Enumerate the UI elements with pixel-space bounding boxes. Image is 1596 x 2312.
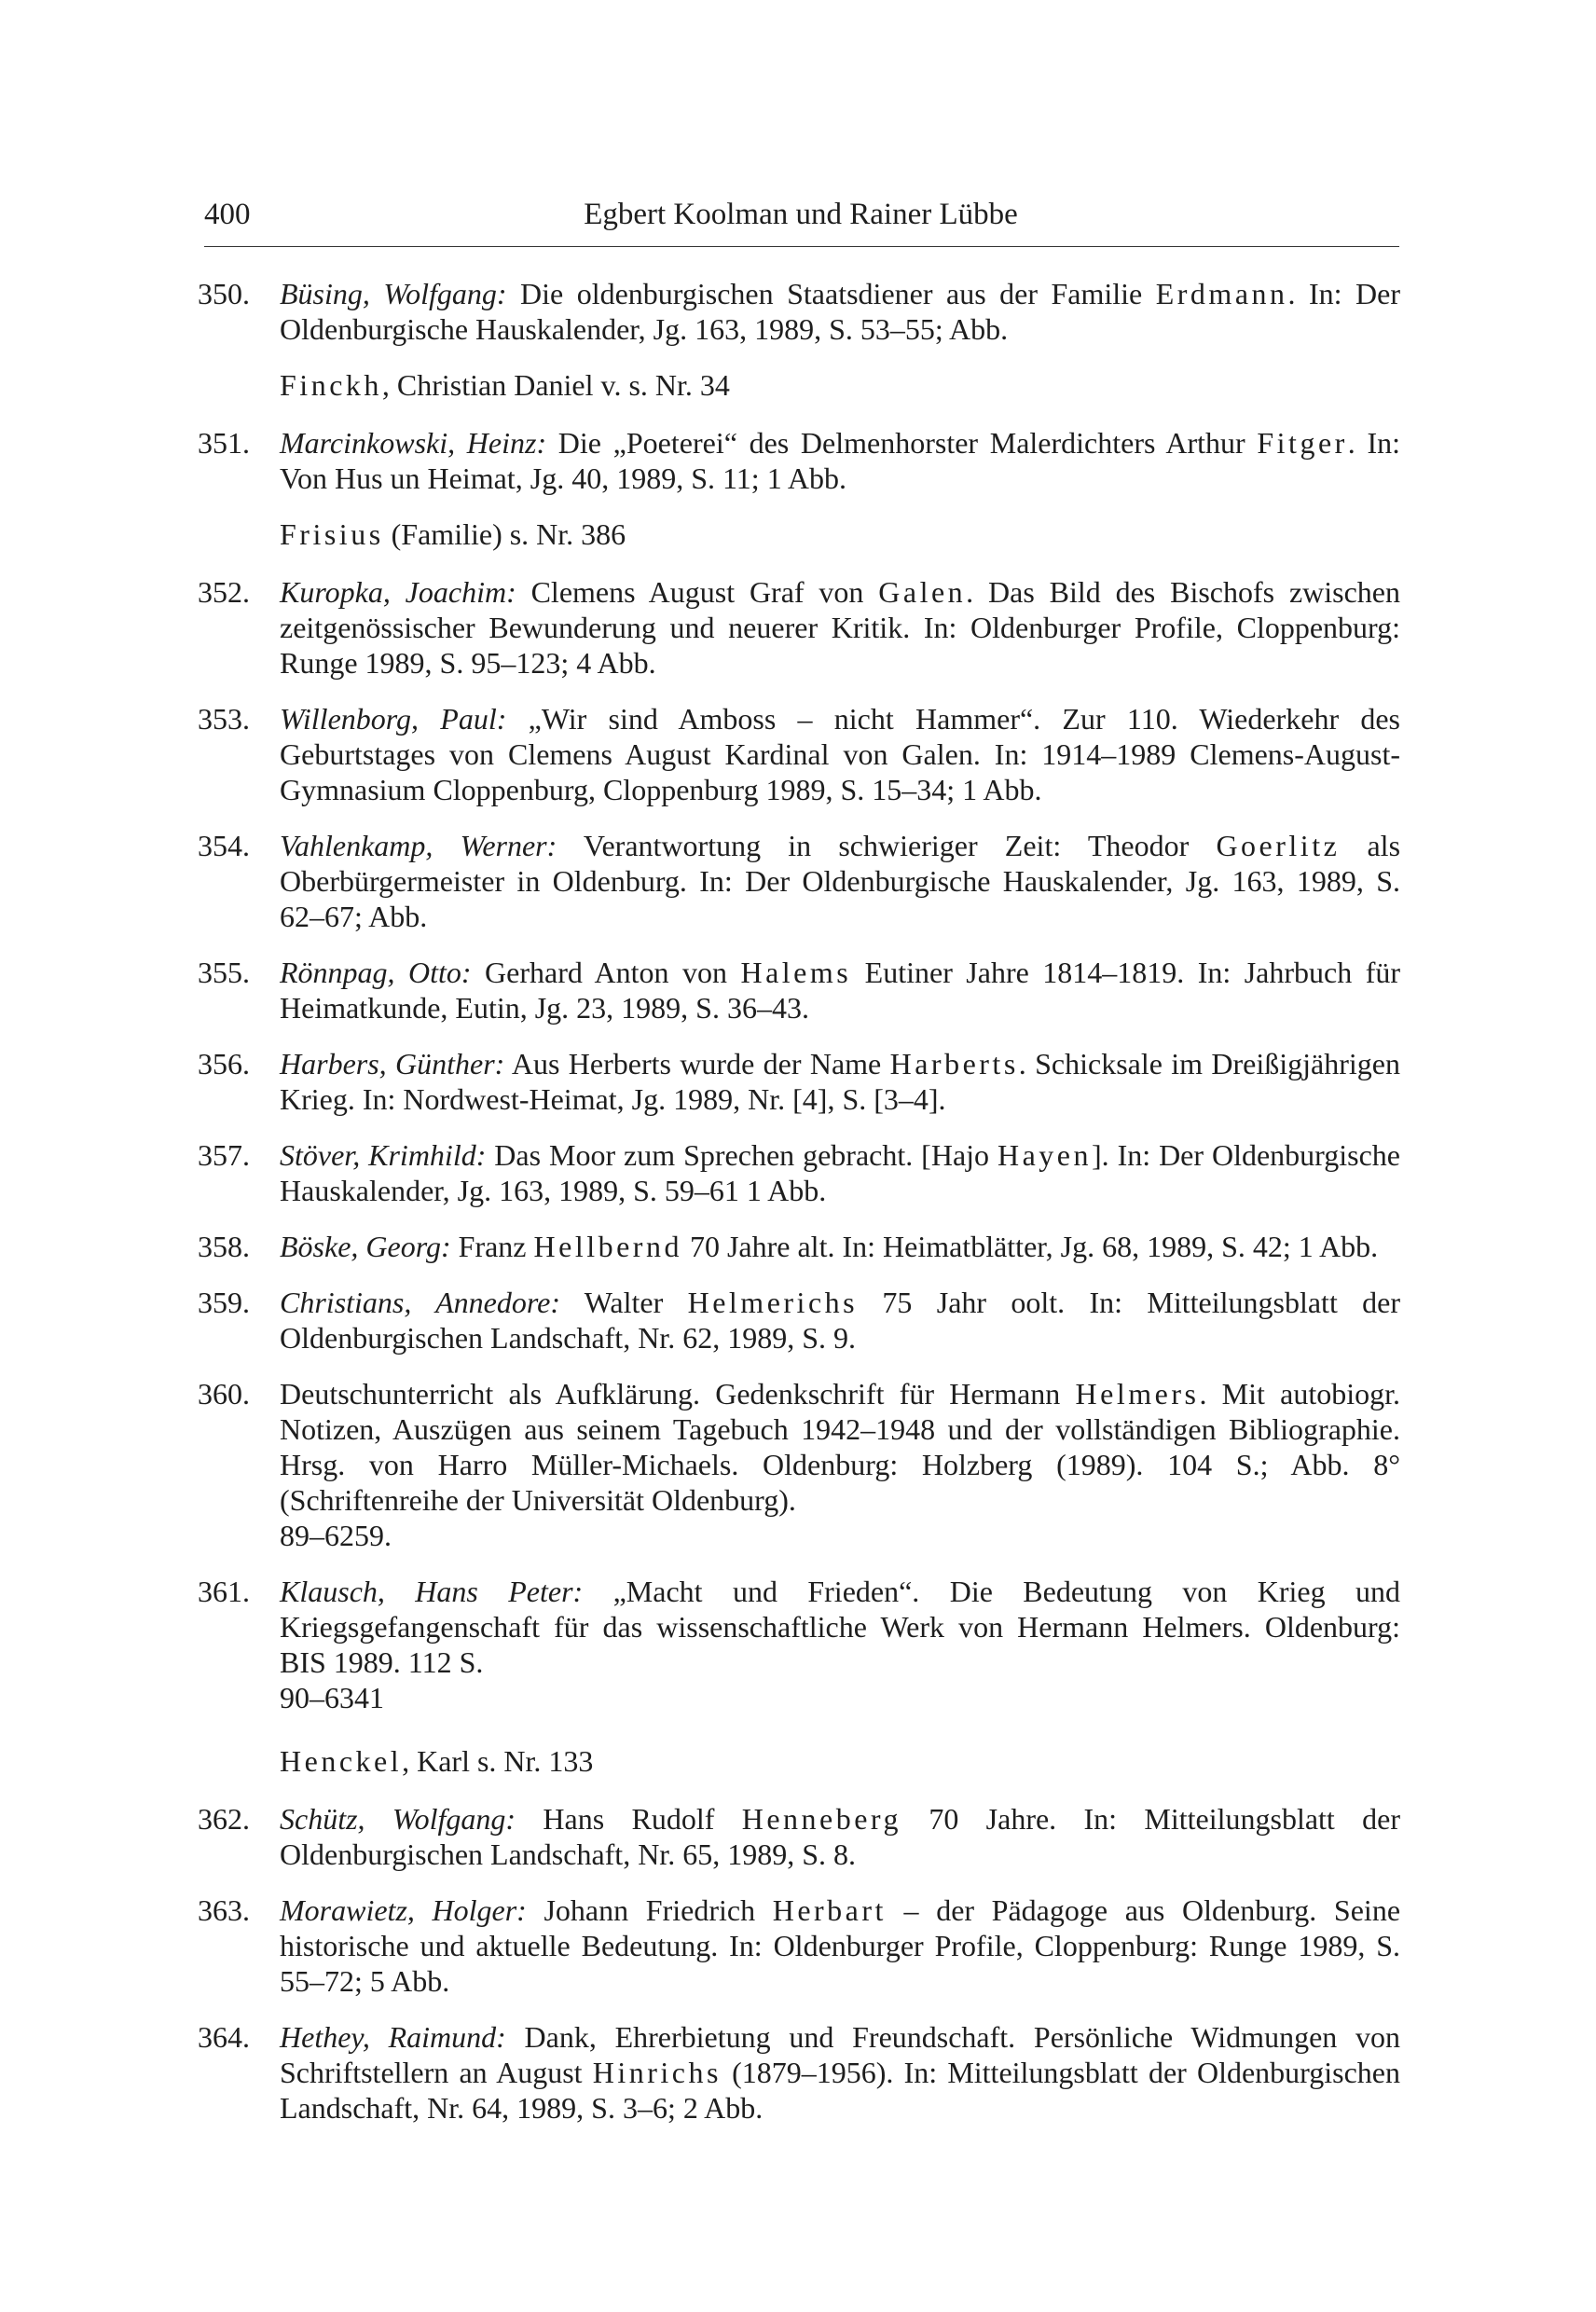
- entry-subject: Fitger: [1257, 426, 1348, 460]
- entry-text: Aus Herberts wurde der Name: [504, 1047, 890, 1080]
- entry-text: Walter: [560, 1286, 688, 1319]
- bibliography-entry: [198, 1574, 1400, 1715]
- entry-author: Stöver, Krimhild:: [280, 1138, 487, 1172]
- entry-number: 360.: [198, 1377, 250, 1411]
- entry-text: „Wir sind Amboss – nicht Hammer“. Zur 110. Wiederkehr des Geburtstages von Clemens August Kardinal von Galen. In: 1914–1989 Clemens-August-Gymnasium Cloppenburg, Cloppenburg 1989, S. 15–34; 1 Abb.: [280, 702, 1400, 806]
- entry-text: Dank, Ehrerbietung und Freundschaft. Persönliche Widmungen von Schriftstellern an August: [280, 2020, 1401, 2089]
- entry-text: Johann Friedrich: [526, 1893, 773, 1927]
- entry-number: 356.: [198, 1047, 250, 1080]
- crossref-subject: Henckel: [280, 1744, 403, 1778]
- crossref-subject: Finckh: [280, 368, 382, 402]
- bibliography-entry: [198, 276, 1400, 347]
- bibliography-entry: [198, 1285, 1400, 1356]
- entry-number: 355.: [198, 956, 250, 989]
- entry-author: Christians, Annedore:: [280, 1286, 561, 1319]
- entry-text: ]. In: Der Oldenburgische Hauskalender, Jg. 163, 1989, S. 59–61 1 Abb.: [280, 1138, 1401, 1207]
- entry-number: 358.: [198, 1230, 250, 1263]
- entry-number: 354.: [198, 829, 250, 862]
- entry-text: . Das Bild des Bischofs zwischen zeitgenössischer Bewunderung und neuerer Kritik. In: Oldenburger Profile, Cloppenburg: Runge 1989, S. 95–123; 4 Abb.: [280, 575, 1401, 680]
- entry-text: 75 Jahr oolt. In: Mitteilungsblatt der Oldenburgischen Landschaft, Nr. 62, 1989, S. 9.: [280, 1286, 1401, 1355]
- entry-subject: Herbart: [772, 1893, 887, 1927]
- entry-subject: Erdmann: [1155, 277, 1288, 310]
- crossref-subject: Frisius: [280, 517, 384, 551]
- entry-subject: Hayen: [997, 1138, 1092, 1172]
- entry-author: Kuropka, Joachim:: [280, 575, 516, 609]
- entry-author: Schütz, Wolfgang:: [280, 1802, 516, 1836]
- entry-author: Büsing, Wolfgang:: [280, 277, 507, 310]
- entry-author: Rönnpag, Otto:: [280, 956, 472, 989]
- entry-text: – der Pädagoge aus Oldenburg. Seine historische und aktuelle Bedeutung. In: Oldenburger Profile, Cloppenburg: Runge 1989, S. 55–72; 5 Abb.: [280, 1893, 1401, 1998]
- catalog-number: 89–6259.: [280, 1519, 392, 1552]
- entry-number: 351.: [198, 426, 250, 460]
- entry-author: Vahlenkamp, Werner:: [280, 829, 557, 862]
- entry-subject: Goerlitz: [1216, 829, 1341, 862]
- cross-reference: [198, 367, 1400, 403]
- entry-author: Morawietz, Holger:: [280, 1893, 527, 1927]
- bibliography-entry: [198, 1376, 1400, 1553]
- entry-number: 350.: [198, 277, 250, 310]
- entry-text: 70 Jahre. In: Mitteilungsblatt der Oldenburgischen Landschaft, Nr. 65, 1989, S. 8.: [280, 1802, 1401, 1871]
- entry-subject: Helmers: [1075, 1377, 1200, 1411]
- entry-subject: Hinrichs: [592, 2056, 722, 2089]
- bibliography-entry: [198, 955, 1400, 1025]
- entry-text: als Oberbürgermeister in Oldenburg. In: Der Oldenburgische Hauskalender, Jg. 163, 1989, S. 62–67; Abb.: [280, 829, 1401, 933]
- entry-text: Clemens August Graf von: [516, 575, 879, 609]
- bibliography-entry: [198, 1046, 1400, 1117]
- entry-text: . Mit autobiogr. Notizen, Auszügen aus seinem Tagebuch 1942–1948 und der vollständigen Bibliographie. Hrsg. von Harro Müller-Michaels. Oldenburg: Holzberg (1989). 104 S.; Abb. 8° (Schriftenreihe der Universität Oldenburg).: [280, 1377, 1401, 1517]
- entry-subject: Hellbernd: [533, 1230, 682, 1263]
- bibliography-entry: [198, 2019, 1400, 2126]
- entry-text: Hans Rudolf: [516, 1802, 742, 1836]
- entry-text: . In: Der Oldenburgische Hauskalender, Jg. 163, 1989, S. 53–55; Abb.: [280, 277, 1400, 346]
- entry-subject: Helmerichs: [687, 1286, 859, 1319]
- bibliography-list: [198, 276, 1400, 2146]
- running-title: Egbert Koolman und Rainer Lübbe: [584, 198, 1018, 231]
- entry-number: 361.: [198, 1575, 250, 1608]
- entry-text: . In: Von Hus un Heimat, Jg. 40, 1989, S. 11; 1 Abb.: [280, 426, 1401, 495]
- entry-text: Gerhard Anton von: [471, 956, 741, 989]
- entry-number: 352.: [198, 575, 250, 609]
- entry-text: Franz: [450, 1230, 534, 1263]
- entry-number: 353.: [198, 702, 250, 736]
- entry-text: „Macht und Frieden“. Die Bedeutung von Krieg und Kriegsgefangenschaft für das wissenschaftliche Werk von Hermann Helmers. Oldenburg: BIS 1989. 112 S.: [280, 1575, 1400, 1679]
- entry-author: Harbers, Günther:: [280, 1047, 505, 1080]
- entry-text: Die oldenburgischen Staatsdiener aus der Familie: [506, 277, 1156, 310]
- cross-reference: [198, 516, 1400, 552]
- entry-text: 70 Jahre alt. In: Heimatblätter, Jg. 68, 1989, S. 42; 1 Abb.: [681, 1230, 1379, 1263]
- entry-text: . Schicksale im Dreißigjährigen Krieg. In: Nordwest-Heimat, Jg. 1989, Nr. [4], S. [3–4].: [280, 1047, 1401, 1116]
- entry-subject: Harberts: [889, 1047, 1019, 1080]
- bibliography-entry: [198, 574, 1400, 681]
- bibliography-entry: [198, 1229, 1400, 1264]
- catalog-number: 90–6341: [280, 1681, 384, 1714]
- entry-number: 359.: [198, 1286, 250, 1319]
- bibliography-entry: [198, 828, 1400, 934]
- entry-author: Marcinkowski, Heinz:: [280, 426, 547, 460]
- cross-reference: [198, 1743, 1400, 1779]
- crossref-text: , Karl s. Nr. 133: [402, 1744, 594, 1778]
- entry-author: Böske, Georg:: [280, 1230, 451, 1263]
- entry-author: Hethey, Raimund:: [280, 2020, 506, 2054]
- entry-number: 364.: [198, 2020, 250, 2054]
- bibliography-entry: [198, 1137, 1400, 1208]
- entry-text: (1879–1956). In: Mitteilungsblatt der Oldenburgischen Landschaft, Nr. 64, 1989, S. 3–6; 2 Abb.: [280, 2056, 1401, 2125]
- entry-number: 362.: [198, 1802, 250, 1836]
- bibliography-entry: [198, 1892, 1400, 1999]
- header-rule: [204, 246, 1399, 247]
- entry-text: Deutschunterricht als Aufklärung. Gedenkschrift für Hermann: [280, 1377, 1076, 1411]
- crossref-text: (Familie) s. Nr. 386: [383, 517, 626, 551]
- entry-author: Willenborg, Paul:: [280, 702, 507, 736]
- entry-number: 363.: [198, 1893, 250, 1927]
- bibliography-entry: [198, 701, 1400, 807]
- entry-subject: Henneberg: [741, 1802, 901, 1836]
- bibliography-entry: [198, 1801, 1400, 1872]
- page-number: 400: [204, 198, 251, 231]
- entry-author: Klausch, Hans Peter:: [280, 1575, 584, 1608]
- entry-text: Eutiner Jahre 1814–1819. In: Jahrbuch für Heimatkunde, Eutin, Jg. 23, 1989, S. 36–43.: [280, 956, 1401, 1025]
- entry-text: Die „Poeterei“ des Delmenhorster Malerdichters Arthur: [546, 426, 1258, 460]
- page-header: [204, 192, 1397, 244]
- crossref-text: , Christian Daniel v. s. Nr. 34: [381, 368, 730, 402]
- entry-number: 357.: [198, 1138, 250, 1172]
- entry-subject: Halems: [740, 956, 852, 989]
- entry-text: Das Moor zum Sprechen gebracht. [Hajo: [486, 1138, 998, 1172]
- entry-subject: Galen: [878, 575, 967, 609]
- entry-text: Verantwortung in schwieriger Zeit: Theodor: [557, 829, 1217, 862]
- bibliography-entry: [198, 425, 1400, 496]
